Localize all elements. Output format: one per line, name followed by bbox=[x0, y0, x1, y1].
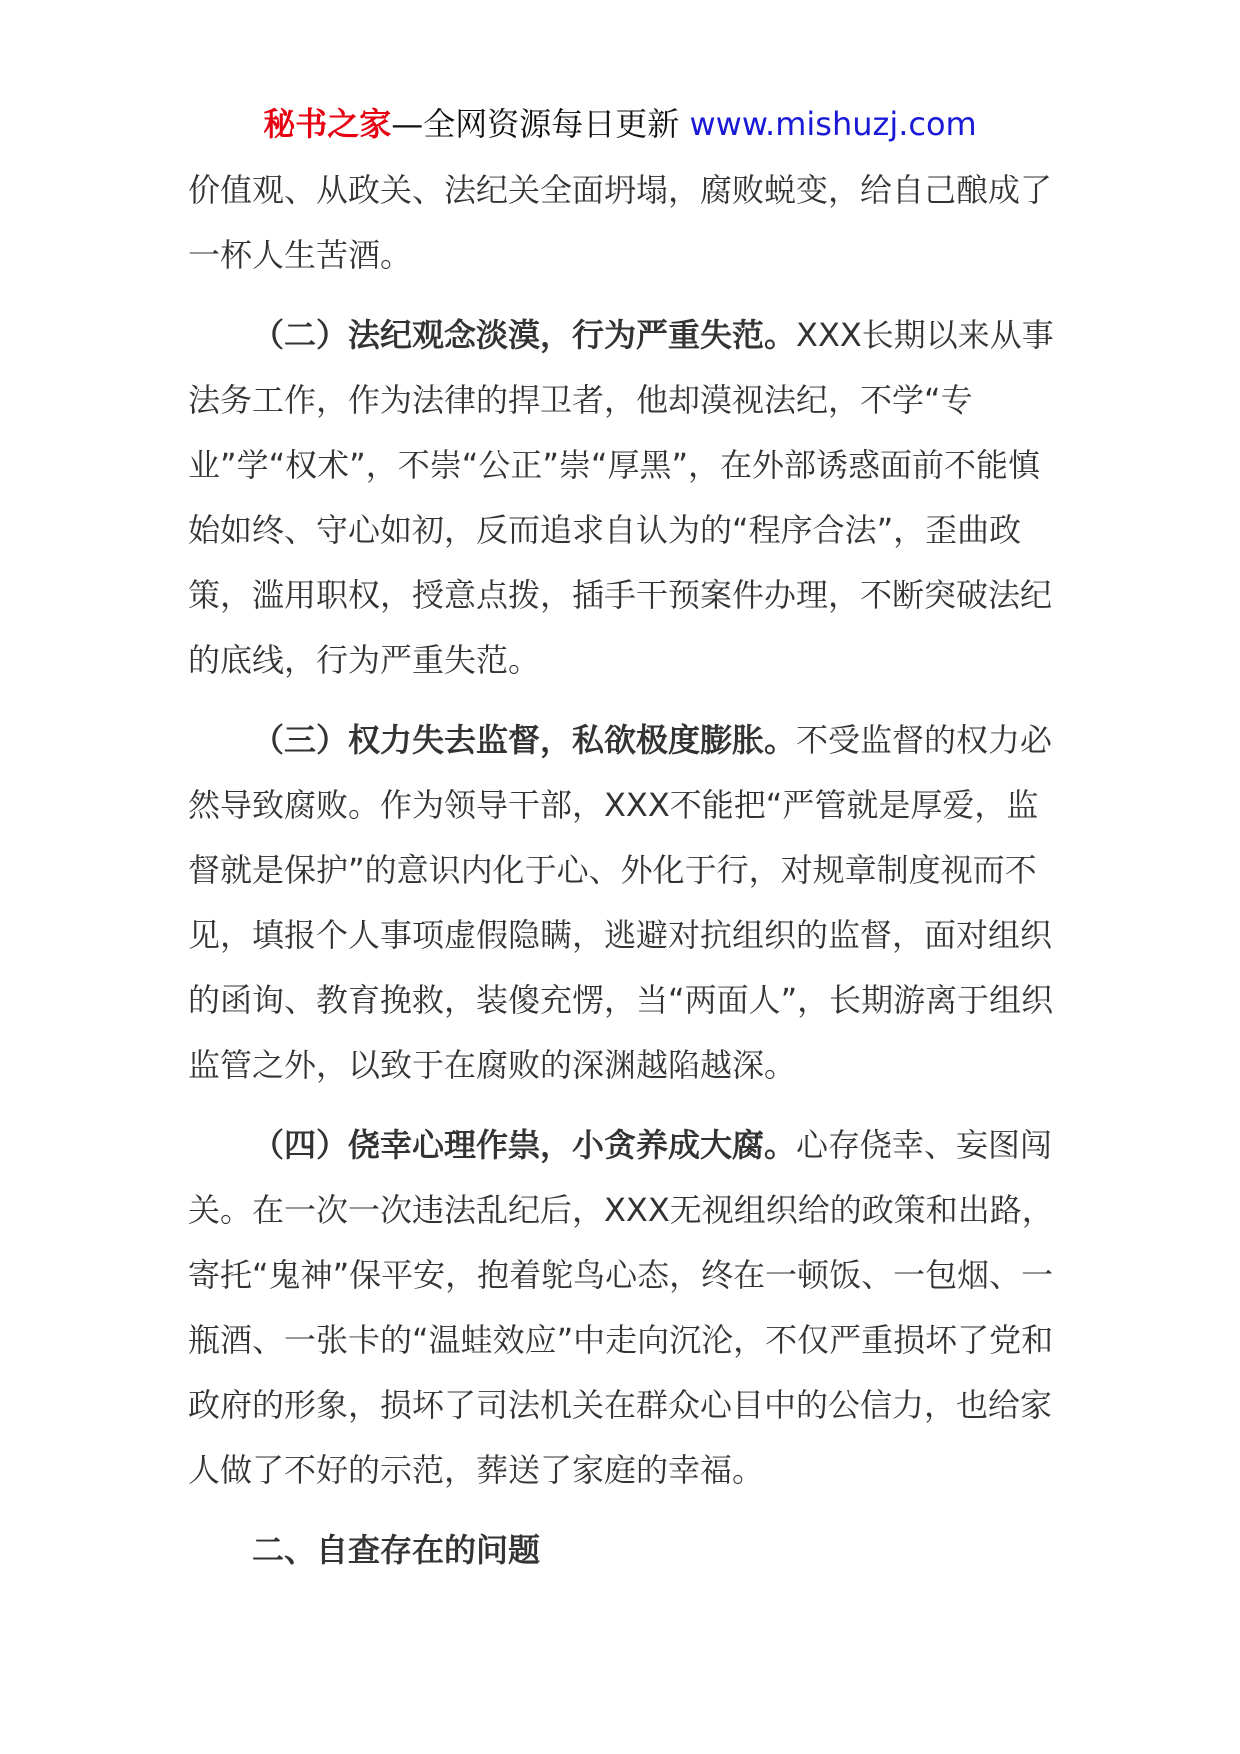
paragraph-2 bbox=[188, 303, 1068, 693]
paragraph-lead: （三）权力失去监督，私欲极度膨胀。 bbox=[252, 721, 797, 759]
paragraph-lead: （二）法纪观念淡漠，行为严重失范。 bbox=[252, 316, 797, 354]
site-brand: 秘书之家 bbox=[263, 105, 392, 143]
site-tagline: —全网资源每日更新 bbox=[391, 105, 680, 143]
paragraph-4 bbox=[188, 1113, 1068, 1503]
site-url-link[interactable]: www.mishuzj.com bbox=[689, 105, 977, 143]
paragraph-lead: （四）侥幸心理作祟，小贪养成大腐。 bbox=[252, 1126, 797, 1164]
section-heading: 二、自查存在的问题 bbox=[252, 1531, 541, 1569]
paragraph-3 bbox=[188, 708, 1068, 1098]
site-header bbox=[0, 100, 1240, 148]
paragraph-text: XXX长期以来从事法务工作，作为法律的捍卫者，他却漠视法纪，不学“专业”学“权术”，不崇“公正”崇“厚黑”，在外部诱惑面前不能慎始如终、守心如初，反而追求自认为的“程序合法”，歪曲政策，滥用职权，授意点拨，插手干预案件办理，不断突破法纪的底线，行为严重失范。 bbox=[188, 316, 1054, 679]
paragraph-continued bbox=[188, 158, 1068, 288]
paragraph-text: 不受监督的权力必然导致腐败。作为领导干部，XXX不能把“严管就是厚爱，监督就是保护”的意识内化于心、外化于行，对规章制度视而不见，填报个人事项虚假隐瞒，逃避对抗组织的监督，面对组织的函询、教育挽救，装傻充愣，当“两面人”，长期游离于组织监管之外，以致于在腐败的深渊越陷越深。 bbox=[188, 721, 1054, 1084]
document-body bbox=[188, 158, 1068, 1583]
paragraph-text: 心存侥幸、妄图闯关。在一次一次违法乱纪后，XXX无视组织给的政策和出路，寄托“鬼神”保平安，抱着鸵鸟心态，终在一顿饭、一包烟、一瓶酒、一张卡的“温蛙效应”中走向沉沦，不仅严重损坏了党和政府的形象，损坏了司法机关在群众心目中的公信力，也给家人做了不好的示范，葬送了家庭的幸福。 bbox=[188, 1126, 1054, 1489]
paragraph-text: 价值观、从政关、法纪关全面坍塌，腐败蜕变，给自己酿成了一杯人生苦酒。 bbox=[188, 171, 1053, 274]
